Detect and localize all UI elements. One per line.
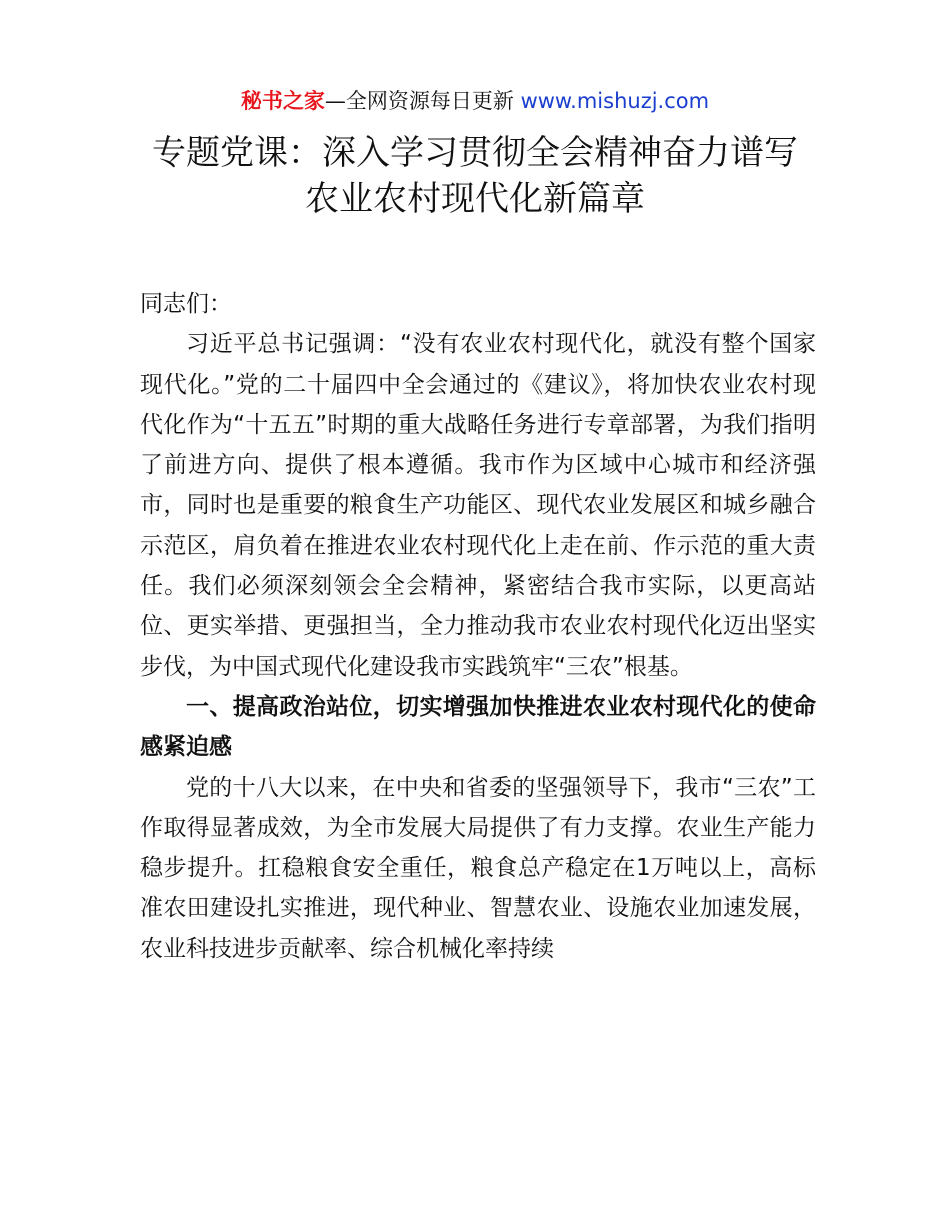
document-title xyxy=(0,130,950,222)
site-header-banner xyxy=(0,86,950,116)
header-tagline: —全网资源每日更新 xyxy=(324,89,521,113)
section-heading-1: 一、提高政治站位，切实增强加快推进农业农村现代化的使命感紧迫感 xyxy=(140,693,816,761)
paragraph-intro: 习近平总书记强调：“没有农业农村现代化，就没有整个国家现代化。”党的二十届四中全会通过的《建议》，将加快农业农村现代化作为“十五五”时期的重大战略任务进行专章部署，为我们指明了前进方向、提供了根本遵循。我市作为区域中心城市和经济强市，同时也是重要的粮食生产功能区、现代农业发展区和城乡融合示范区，肩负着在推进农业农村现代化上走在前、作示范的重大责任。我们必须深刻领会全会精神，紧密结合我市实际，以更高站位、更实举措、更强担当，全力推动我市农业农村现代化迈出坚实步伐，为中国式现代化建设我市实践筑牢“三农”根基。 xyxy=(140,331,816,680)
salutation: 同志们： xyxy=(140,291,232,317)
document-body xyxy=(140,284,816,969)
title-line-2: 农业农村现代化新篇章 xyxy=(305,179,645,219)
paragraph-achievements: 党的十八大以来，在中央和省委的坚强领导下，我市“三农”工作取得显著成效，为全市发展大局提供了有力支撑。农业生产能力稳步提升。扛稳粮食安全重任，粮食总产稳定在1万吨以上，高标准农田建设扎实推进，现代种业、智慧农业、设施农业加速发展，农业科技进步贡献率、综合机械化率持续 xyxy=(140,774,816,962)
brand-name: 秘书之家 xyxy=(240,89,325,113)
title-line-1: 专题党课：深入学习贯彻全会精神奋力谱写 xyxy=(152,133,798,173)
site-url-link[interactable]: www.mishuzj.com xyxy=(520,89,710,113)
